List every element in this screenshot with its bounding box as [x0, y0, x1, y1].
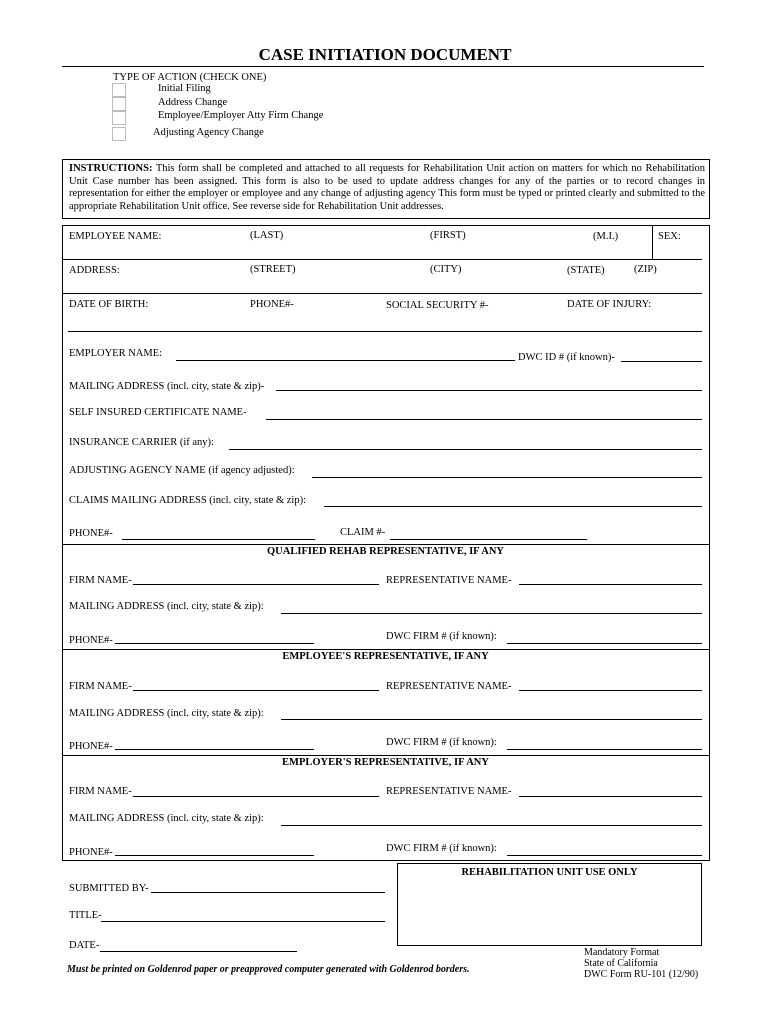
employee-mi-label: (M.I.): [593, 231, 619, 242]
unit-use-label: REHABILITATION UNIT USE ONLY: [461, 867, 638, 878]
initial-filing-label: Initial Filing: [158, 83, 211, 94]
page-title: CASE INITIATION DOCUMENT: [258, 45, 512, 64]
employee-rep-heading: EMPLOYEE'S REPRESENTATIVE, IF ANY: [282, 651, 489, 662]
employer-rep-phone-field[interactable]: [115, 855, 314, 856]
atty-firm-change-checkbox[interactable]: [112, 111, 126, 125]
instructions-text: [69, 163, 705, 213]
qrr-mailing-label: MAILING ADDRESS (incl. city, state & zip):: [69, 601, 264, 612]
employee-dob-label: DATE OF BIRTH:: [69, 299, 149, 310]
employee-street-label: (STREET): [250, 264, 296, 275]
employee-rep-firm-field[interactable]: [133, 690, 379, 691]
qrr-rep-label: REPRESENTATIVE NAME-: [386, 575, 512, 586]
claim-number-field[interactable]: [390, 539, 587, 540]
employer-rep-mailing-label: MAILING ADDRESS (incl. city, state & zip):: [69, 813, 264, 824]
date-label: DATE-: [69, 940, 100, 951]
employee-rep-mailing-field[interactable]: [281, 719, 702, 720]
row-divider: [68, 331, 702, 332]
employer-dwc-id-label: DWC ID # (if known)-: [518, 352, 615, 363]
employee-address-label: ADDRESS:: [69, 265, 120, 276]
employee-rep-dwc-firm-label: DWC FIRM # (if known):: [386, 737, 497, 748]
employer-mailing-field[interactable]: [276, 390, 702, 391]
claims-mailing-label: CLAIMS MAILING ADDRESS (incl. city, state & zip):: [69, 495, 307, 506]
qrr-mailing-field[interactable]: [281, 613, 702, 614]
qrr-phone-label: PHONE#-: [69, 635, 113, 646]
qrr-heading: QUALIFIED REHAB REPRESENTATIVE, IF ANY: [267, 546, 504, 557]
claim-number-label: CLAIM #-: [340, 527, 386, 538]
employee-doi-label: DATE OF INJURY:: [567, 299, 652, 310]
employer-rep-name-field[interactable]: [519, 796, 702, 797]
employer-rep-dwc-firm-field[interactable]: [507, 855, 702, 856]
type-of-action-label: TYPE OF ACTION (CHECK ONE): [113, 72, 267, 83]
employee-first-label: (FIRST): [430, 230, 466, 241]
row-divider: [62, 293, 702, 294]
mandatory-format: Mandatory Format: [584, 947, 660, 958]
atty-firm-change-label: Employee/Employer Atty Firm Change: [158, 110, 324, 121]
section-divider: [62, 755, 709, 756]
instructions-body: This form shall be completed and attached to all requests for Rehabilitation Unit action on matters for which no Rehabilitation Unit Case number has been assigned. This form is also to be used to update address changes for any of the parties or to record changes in representation for either the employer or employee and any change of adjusting agency This form must be typed or printed clearly and submitted to the appropriate Rehabilitation Unit office. See reverse side for Rehabilitation Unit addresses.: [69, 163, 705, 212]
goldenrod-note: Must be printed on Goldenrod paper or preapproved computer generated with Goldenrod borders.: [67, 964, 470, 975]
employer-rep-name-label: REPRESENTATIVE NAME-: [386, 786, 512, 797]
employer-phone-field[interactable]: [122, 539, 315, 540]
qrr-firm-field[interactable]: [133, 584, 379, 585]
title-field[interactable]: [101, 921, 385, 922]
address-change-checkbox[interactable]: [112, 97, 126, 111]
employee-last-label: (LAST): [250, 230, 284, 241]
submitted-by-field[interactable]: [151, 892, 385, 893]
employer-rep-mailing-field[interactable]: [281, 825, 702, 826]
employee-rep-name-label: REPRESENTATIVE NAME-: [386, 681, 512, 692]
qrr-rep-field[interactable]: [519, 584, 702, 585]
employer-name-field[interactable]: [176, 360, 515, 361]
employee-sex-label: SEX:: [658, 231, 681, 242]
employee-rep-dwc-firm-field[interactable]: [507, 749, 702, 750]
insurance-carrier-label: INSURANCE CARRIER (if any):: [69, 437, 214, 448]
employee-rep-mailing-label: MAILING ADDRESS (incl. city, state & zip):: [69, 708, 264, 719]
employee-name-label: EMPLOYEE NAME:: [69, 231, 162, 242]
section-divider: [62, 649, 709, 650]
section-divider: [62, 544, 709, 545]
sex-divider: [652, 225, 653, 259]
employer-rep-firm-label: FIRM NAME-: [69, 786, 132, 797]
self-insured-field[interactable]: [266, 419, 702, 420]
title-label: TITLE-: [69, 910, 102, 921]
employee-phone-label: PHONE#-: [250, 299, 294, 310]
employee-city-label: (CITY): [430, 264, 462, 275]
employer-rep-phone-label: PHONE#-: [69, 847, 113, 858]
initial-filing-checkbox[interactable]: [112, 83, 126, 97]
employee-zip-label: (ZIP): [634, 264, 657, 275]
employer-rep-dwc-firm-label: DWC FIRM # (if known):: [386, 843, 497, 854]
title-divider: [62, 66, 704, 67]
dwc-form-number: DWC Form RU-101 (12/90): [584, 969, 699, 980]
employer-dwc-id-field[interactable]: [621, 361, 702, 362]
employee-rep-phone-label: PHONE#-: [69, 741, 113, 752]
adjusting-agency-field[interactable]: [312, 477, 702, 478]
employer-phone-label: PHONE#-: [69, 528, 113, 539]
instructions-heading: INSTRUCTIONS:: [69, 163, 153, 174]
adjusting-agency-label: ADJUSTING AGENCY NAME (if agency adjusted):: [69, 465, 295, 476]
date-field[interactable]: [100, 951, 297, 952]
submitted-by-label: SUBMITTED BY-: [69, 883, 149, 894]
employer-name-label: EMPLOYER NAME:: [69, 348, 163, 359]
qrr-phone-field[interactable]: [115, 643, 314, 644]
employee-ssn-label: SOCIAL SECURITY #-: [386, 300, 489, 311]
qrr-firm-label: FIRM NAME-: [69, 575, 132, 586]
employer-rep-heading: EMPLOYER'S REPRESENTATIVE, IF ANY: [282, 757, 489, 768]
adjusting-agency-change-checkbox[interactable]: [112, 127, 126, 141]
qrr-dwc-firm-field[interactable]: [507, 643, 702, 644]
insurance-carrier-field[interactable]: [229, 449, 702, 450]
self-insured-label: SELF INSURED CERTIFICATE NAME-: [69, 407, 247, 418]
employee-state-label: (STATE): [567, 265, 605, 276]
employee-rep-firm-label: FIRM NAME-: [69, 681, 132, 692]
row-divider: [62, 259, 702, 260]
employer-rep-firm-field[interactable]: [133, 796, 379, 797]
adjusting-agency-change-label: Adjusting Agency Change: [153, 127, 264, 138]
claims-mailing-field[interactable]: [324, 506, 702, 507]
employer-mailing-label: MAILING ADDRESS (incl. city, state & zip)-: [69, 381, 265, 392]
state-of-california: State of California: [584, 958, 658, 969]
employee-rep-name-field[interactable]: [519, 690, 702, 691]
address-change-label: Address Change: [158, 97, 228, 108]
employee-rep-phone-field[interactable]: [115, 749, 314, 750]
qrr-dwc-firm-label: DWC FIRM # (if known):: [386, 631, 497, 642]
